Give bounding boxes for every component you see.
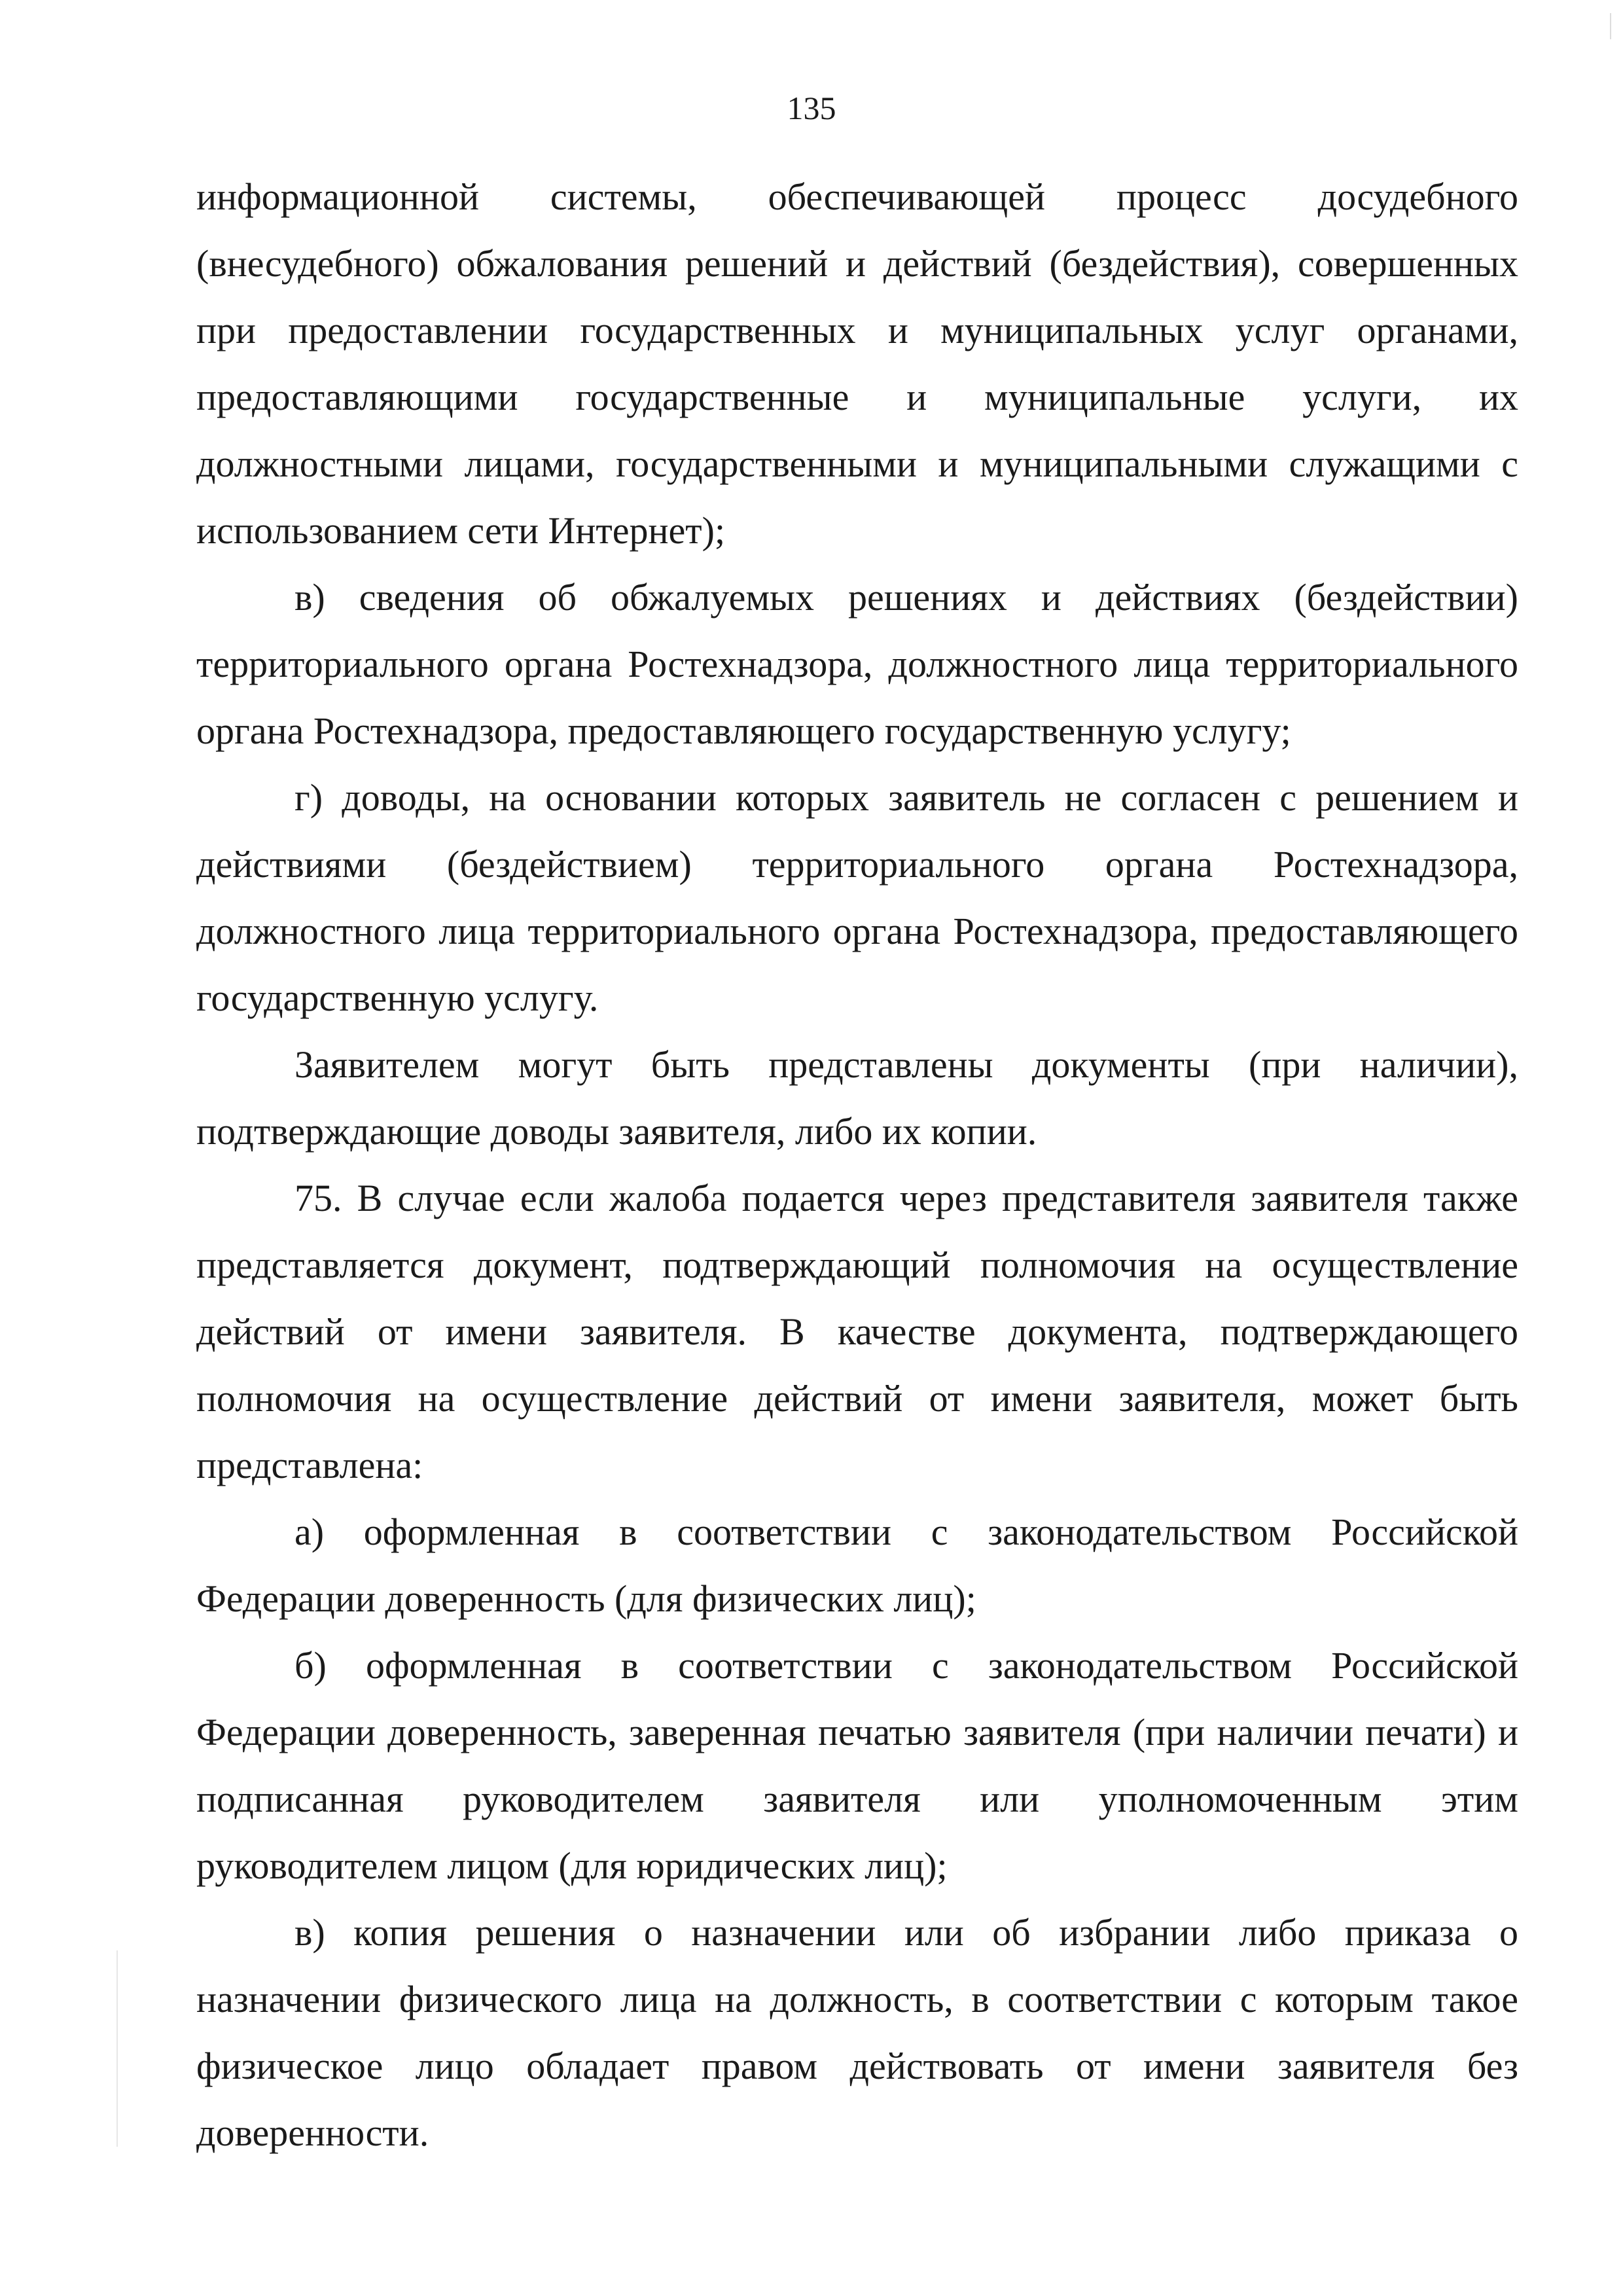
scan-edge-mark	[1610, 13, 1611, 39]
paragraph-75: 75. В случае если жалоба подается через представителя заявителя также представляется документ, подтверждающий полномочия на осуществление действий от имени заявителя. В качестве документа, подтверждающего полномочия на осуществление действий от имени заявителя, может быть представлена:	[196, 1177, 1518, 1486]
paragraph-item-v: в) сведения об обжалуемых решениях и действиях (бездействии) территориального органа Ростехнадзора, должностного лица территориального органа Ростехнадзора, предоставляющего государственную услугу;	[196, 576, 1518, 752]
paragraph-documents: Заявителем могут быть представлены документы (при наличии), подтверждающие доводы заявителя, либо их копии.	[196, 1043, 1518, 1153]
page-number: 135	[787, 90, 836, 126]
paragraph-item-a: а) оформленная в соответствии с законодательством Российской Федерации доверенность (для физических лиц);	[196, 1511, 1518, 1620]
paragraph-item-v-copy: в) копия решения о назначении или об избрании либо приказа о назначении физического лица на должность, в соответствии с которым такое физическое лицо обладает правом действовать от имени заявителя без доверенности.	[196, 1911, 1518, 2154]
paragraph-item-g: г) доводы, на основании которых заявитель не согласен с решением и действиями (бездействием) территориального органа Ростехнадзора, должностного лица территориального органа Ростехнадзора, предоставляющего государственную услугу.	[196, 776, 1518, 1019]
scan-margin-mark	[116, 1950, 118, 2147]
paragraph-item-b: б) оформленная в соответствии с законодательством Российской Федерации доверенность, заверенная печатью заявителя (при наличии печати) и подписанная руководителем заявителя или уполномоченным этим руководителем лицом (для юридических лиц);	[196, 1644, 1518, 1887]
paragraph-continuation: информационной системы, обеспечивающей процесс досудебного (внесудебного) обжалования решений и действий (бездействия), совершенных при предоставлении государственных и муниципальных услуг органами, предоставляющими государственные и муниципальные услуги, их должностными лицами, государственными и муниципальными служащими с использованием сети Интернет);	[196, 175, 1518, 552]
document-body	[196, 164, 1518, 2166]
